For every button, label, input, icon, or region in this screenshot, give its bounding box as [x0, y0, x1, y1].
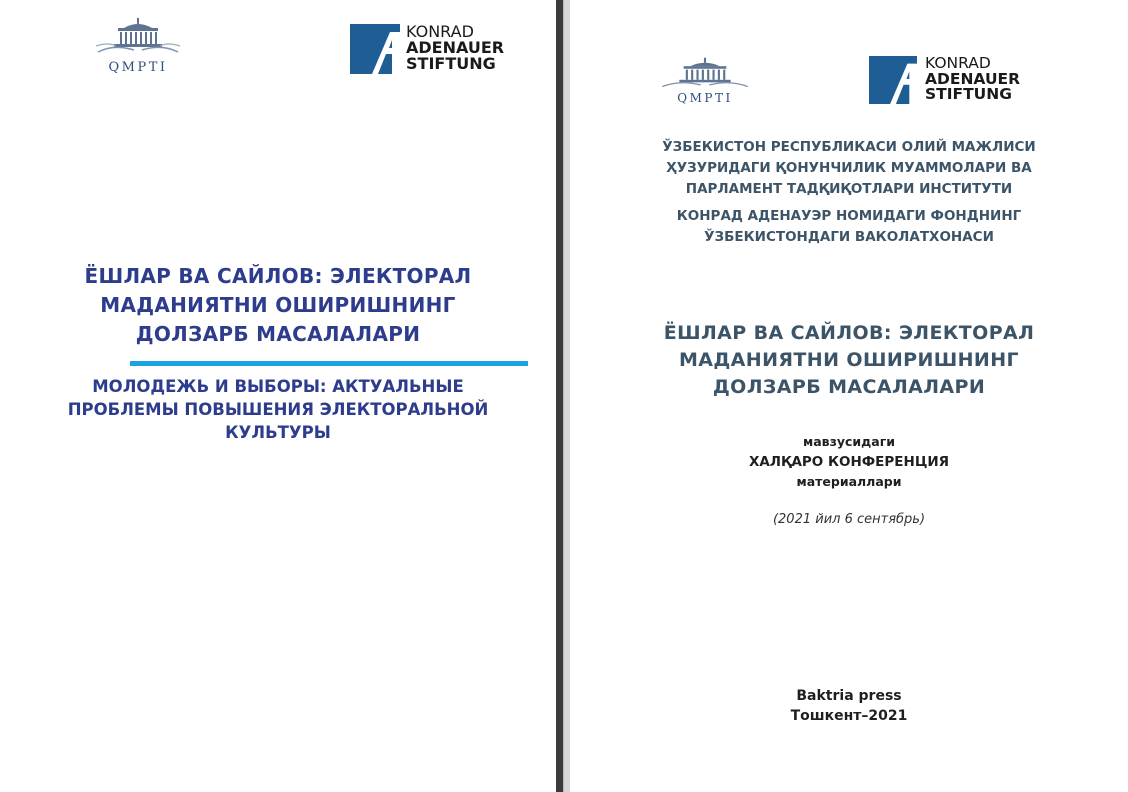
kas-logo: [350, 24, 520, 76]
cover-divider: [130, 361, 528, 366]
cover-title-uzbek: [0, 262, 556, 349]
kas-representation-line: КОНРАД АДЕНАУЭР НОМИДАГИ ФОНДНИНГ: [676, 208, 1022, 224]
kas-line-3: STIFTUNG: [925, 85, 1012, 103]
cover-title-russian-line: КУЛЬТУРЫ: [225, 423, 331, 442]
conference-label: ХАЛҚАРО КОНФЕРЕНЦИЯ: [748, 454, 950, 470]
kas-line-1: KONRAD: [406, 22, 474, 41]
kas-a-icon: [350, 24, 400, 74]
book-spine-shadow: [556, 0, 563, 792]
parliament-building-icon: [658, 56, 752, 90]
qmpti-logo: [658, 56, 752, 106]
book-title-line: МАДАНИЯТНИ ОШИРИШНИНГ: [678, 349, 1020, 371]
cover-title-uzbek-line: ЁШЛАР ВА САЙЛОВ: ЭЛЕКТОРАЛ: [84, 264, 472, 288]
kas-line-3: STIFTUNG: [406, 54, 496, 73]
qmpti-logo-text: QMPTI: [108, 60, 168, 75]
kas-mark: [350, 24, 400, 74]
front-cover-page: [0, 0, 556, 792]
kas-representation-line: ЎЗБЕКИСТОНДАГИ ВАКОЛАТХОНАСИ: [704, 229, 994, 245]
book-spine-edge: [563, 0, 570, 792]
kas-line-1: KONRAD: [925, 54, 991, 72]
kas-mark: [869, 56, 917, 104]
cover-title-russian-line: МОЛОДЕЖЬ И ВЫБОРЫ: АКТУАЛЬНЫЕ: [92, 377, 464, 396]
kas-logo: [869, 56, 1039, 108]
kas-wordmark: [406, 24, 504, 72]
parliament-building-icon: [94, 16, 182, 56]
kas-a-icon: [869, 56, 917, 104]
institute-name-line: ПАРЛАМЕНТ ТАДҚИҚОТЛАРИ ИНСТИТУТИ: [685, 181, 1013, 197]
publication-city-year: Тошкент–2021: [790, 708, 908, 724]
book-title-line: ЁШЛАР ВА САЙЛОВ: ЭЛЕКТОРАЛ: [663, 322, 1035, 344]
qmpti-logo-text: QMPTI: [677, 91, 733, 105]
subject-label: мавзусидаги: [803, 434, 895, 449]
cover-title-russian: [0, 375, 556, 444]
cover-title-uzbek-line: ДОЛЗАРБ МАСАЛАЛАРИ: [135, 322, 421, 346]
conference-date: (2021 йил 6 сентябрь): [772, 512, 926, 527]
materials-label: материаллари: [796, 474, 902, 489]
institute-name-line: ЎЗБЕКИСТОН РЕСПУБЛИКАСИ ОЛИЙ МАЖЛИСИ: [662, 139, 1036, 155]
title-page: [570, 0, 1128, 792]
cover-title-russian-line: ПРОБЛЕМЫ ПОВЫШЕНИЯ ЭЛЕКТОРАЛЬНОЙ: [67, 400, 489, 419]
kas-line-2: ADENAUER: [406, 38, 505, 57]
institute-name: [570, 137, 1128, 200]
qmpti-logo: [94, 16, 182, 78]
publisher-name: Baktria press: [796, 688, 902, 704]
cover-title-uzbek-line: МАДАНИЯТНИ ОШИРИШНИНГ: [100, 293, 456, 317]
kas-wordmark: [925, 56, 1020, 103]
book-title: [570, 320, 1128, 401]
book-title-line: ДОЛЗАРБ МАСАЛАЛАРИ: [712, 376, 986, 398]
kas-line-2: ADENAUER: [925, 69, 1021, 88]
institute-name-line: ҲУЗУРИДАГИ ҚОНУНЧИЛИК МУАММОЛАРИ ВА: [666, 160, 1032, 176]
kas-representation: [570, 206, 1128, 248]
